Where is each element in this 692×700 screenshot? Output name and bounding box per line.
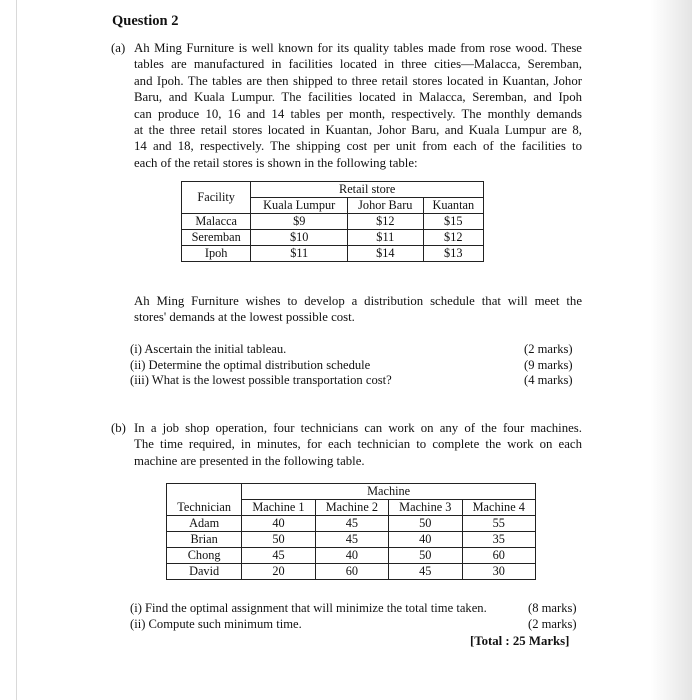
machine-header: Machine (242, 484, 536, 500)
part-a-marks (524, 342, 573, 389)
paragraph-line: Ah Ming Furniture is well known for its quality tables made from rose wood. These (134, 41, 582, 55)
subquestion-text: (iii) What is the lowest possible transportation cost? (130, 373, 392, 388)
row-label: David (167, 564, 242, 580)
goal-paragraph (134, 293, 582, 326)
row-label: Adam (167, 516, 242, 532)
table-cell: 45 (242, 548, 315, 564)
paragraph-line: Ah Ming Furniture wishes to develop a distribution schedule that will meet the (134, 294, 582, 308)
table-row (182, 246, 484, 262)
column-header: Kuala Lumpur (251, 198, 348, 214)
subquestion-marks: (4 marks) (524, 373, 573, 388)
shipping-cost-table (181, 181, 484, 262)
total-marks: [Total : 25 Marks] (470, 634, 570, 648)
subquestion-marks: (9 marks) (524, 357, 573, 372)
table-cell: $11 (348, 230, 424, 246)
subquestion-text: (i) Ascertain the initial tableau. (130, 342, 287, 356)
table-cell: $13 (423, 246, 483, 262)
row-label: Ipoh (182, 246, 251, 262)
table-row (182, 230, 484, 246)
table-cell: $14 (348, 246, 424, 262)
table-row (167, 516, 536, 532)
question-title: Question 2 (112, 13, 179, 29)
facility-header: Facility (182, 182, 251, 214)
table-cell: 40 (389, 532, 462, 548)
subquestion-text: (ii) Determine the optimal distribution schedule (130, 357, 371, 372)
part-a-subquestions (130, 342, 392, 389)
technician-time-table (166, 483, 536, 580)
column-header: Kuantan (423, 198, 483, 214)
subquestion-marks: (8 marks) (528, 601, 577, 615)
part-b-marks (528, 601, 577, 632)
retail-store-header: Retail store (251, 182, 484, 198)
table-cell: $10 (251, 230, 348, 246)
table-cell: 60 (315, 564, 388, 580)
table-cell: 40 (315, 548, 388, 564)
paragraph-line: machine are presented in the following table. (134, 453, 365, 468)
subquestion-text: (i) Find the optimal assignment that will minimize the total time taken. (130, 601, 487, 615)
column-header: Machine 1 (242, 500, 315, 516)
table-cell: 60 (462, 548, 535, 564)
paragraph-line: The time required, in minutes, for each technician to complete the work on each (134, 437, 582, 452)
paragraph-line: 14 and 18, respectively. The shipping cost per unit from each of the facilities to (134, 139, 582, 154)
part-b-paragraph (134, 420, 582, 469)
table-cell: $12 (423, 230, 483, 246)
table-cell: 45 (389, 564, 462, 580)
table-cell: 50 (389, 516, 462, 532)
paragraph-line: can produce 10, 16 and 14 tables per month, respectively. The monthly demands (134, 106, 582, 121)
table-cell: 30 (462, 564, 535, 580)
technician-header: Technician (167, 500, 242, 516)
paragraph-line: In a job shop operation, four technicians can work on any of the four machines. (134, 421, 582, 435)
table-cell: 55 (462, 516, 535, 532)
paragraph-line: stores' demands at the lowest possible cost. (134, 310, 355, 325)
table-cell: 45 (315, 532, 388, 548)
subquestion-marks: (2 marks) (524, 342, 573, 356)
part-b-subquestions (130, 601, 487, 632)
technician-header-blank (167, 484, 242, 500)
column-header: Machine 4 (462, 500, 535, 516)
row-label: Malacca (182, 214, 251, 230)
paragraph-line: and Ipoh. The tables are then shipped to three retail stores located in Kuantan, Johor (134, 73, 582, 88)
table-row (167, 564, 536, 580)
table-row (167, 548, 536, 564)
part-b-label: (b) (111, 421, 126, 435)
row-label: Chong (167, 548, 242, 564)
paragraph-line: each of the retail stores is shown in the following table: (134, 155, 418, 170)
table-row (182, 214, 484, 230)
table-row (167, 532, 536, 548)
page-edge (16, 0, 17, 700)
part-a-label: (a) (111, 41, 126, 55)
subquestion-text: (ii) Compute such minimum time. (130, 616, 302, 631)
column-header: Machine 3 (389, 500, 462, 516)
table-cell: 40 (242, 516, 315, 532)
table-cell: 20 (242, 564, 315, 580)
paragraph-line: Baru, and Kuala Lumpur. The facilities located in Malacca, Seremban, and Ipoh (134, 90, 582, 105)
paragraph-line: at the three retail stores located in Kuantan, Johor Baru, and Kuala Lumpur are 8, (134, 123, 582, 138)
subquestion-marks: (2 marks) (528, 616, 577, 631)
row-label: Brian (167, 532, 242, 548)
part-a-paragraph (134, 40, 582, 171)
table-cell: $9 (251, 214, 348, 230)
table-cell: $11 (251, 246, 348, 262)
table-cell: 50 (242, 532, 315, 548)
column-header: Johor Baru (348, 198, 424, 214)
table-cell: $15 (423, 214, 483, 230)
table-cell: 45 (315, 516, 388, 532)
row-label: Seremban (182, 230, 251, 246)
table-cell: 35 (462, 532, 535, 548)
column-header: Machine 2 (315, 500, 388, 516)
paragraph-line: tables are manufactured in facilities located in three cities—Malacca, Seremban, (134, 57, 582, 72)
table-cell: $12 (348, 214, 424, 230)
table-cell: 50 (389, 548, 462, 564)
